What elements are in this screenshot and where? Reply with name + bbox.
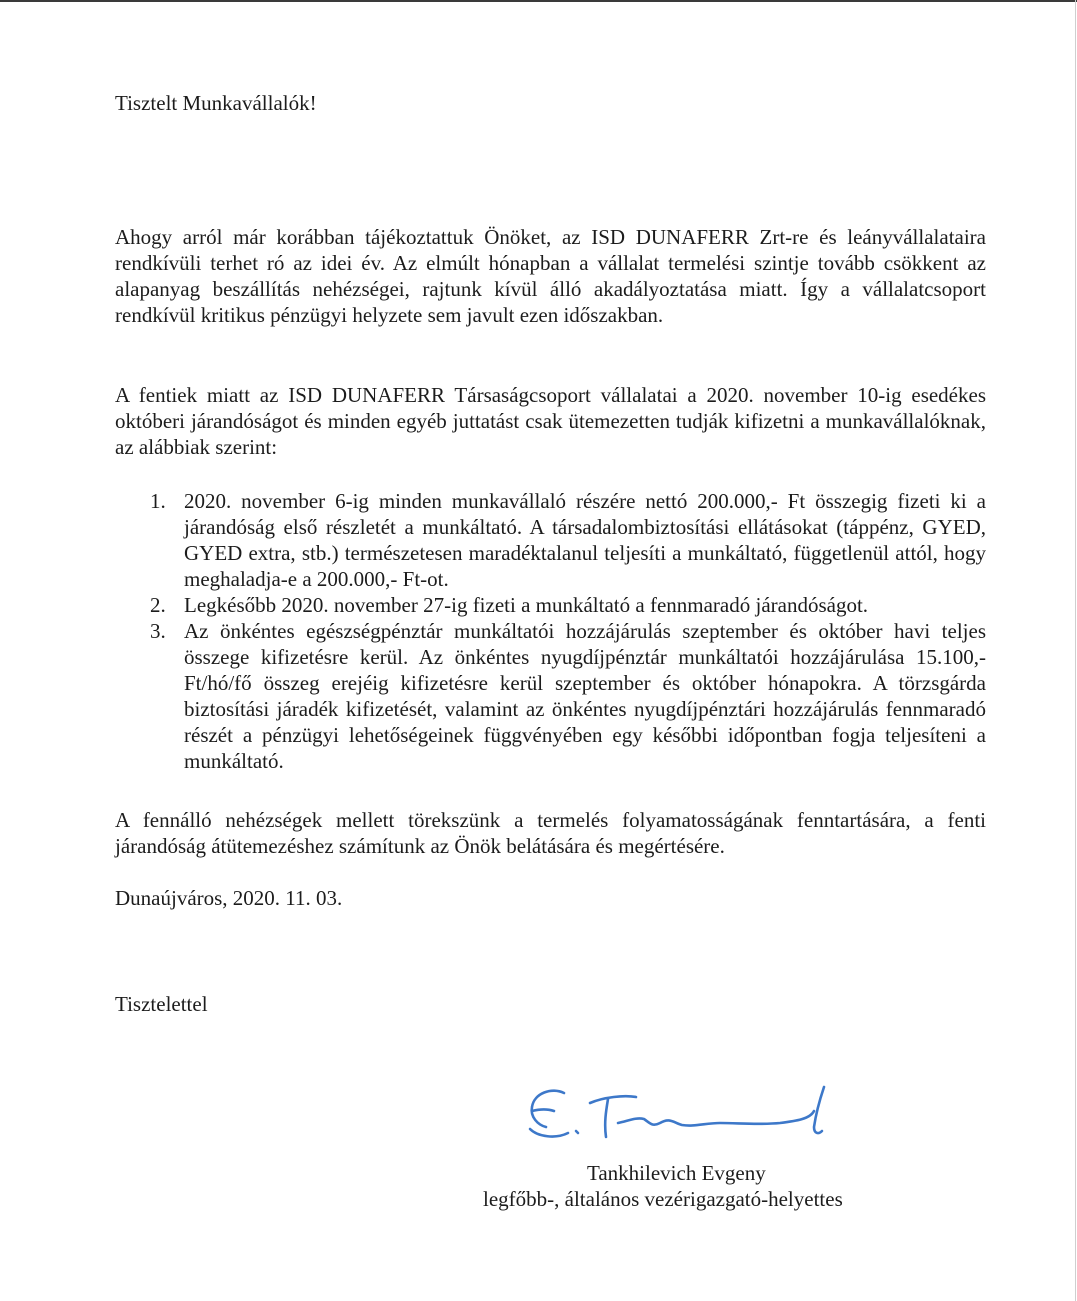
top-border [0,0,1077,2]
handwritten-signature [524,1083,834,1147]
list-item-text: 2020. november 6-ig minden munkavállaló részére nettó 200.000,- Ft összegig fizeti ki a járandóság első részletét a munkáltató. A társadalombiztosítási ellátásokat (táppénz, GYED, GYED extra, stb.) természetesen maradéktalanul teljesíti a munkáltató, függetlenül attól, hogy meghaladja-e a 200.000,- Ft-ot. [184,489,986,591]
list-item [115,618,986,774]
list-item-text: Legkésőbb 2020. november 27-ig fizeti a munkáltató a fennmaradó járandóságot. [184,593,869,617]
signer-title: legfőbb-, általános vezérigazgató-helyettes [483,1187,843,1211]
list-item-text: Az önkéntes egészségpénztár munkáltatói hozzájárulás szeptember és október havi teljes összege kifizetésre kerül. Az önkéntes nyugdíjpénztár munkáltatói hozzájárulása 15.100,- Ft/hó/fő összeg erejéig kifizetésre kerül szeptember és október hónapokra. A törzsgárda biztosítási járadék kifizetését, valamint az önkéntes nyugdíjpénztári hozzájárulás fennmaradó részét a pénzügyi lehetőségeinek függvényében egy későbbi időpontban fogja teljesíteni a munkáltató. [184,619,986,773]
right-page-edge [1075,0,1076,1301]
list-item [115,488,986,592]
salutation: Tisztelt Munkavállalók! [115,91,317,115]
dateline: Dunaújváros, 2020. 11. 03. [115,886,343,910]
paragraph-payment-schedule: A fentiek miatt az ISD DUNAFERR Társaságcsoport vállalatai a 2020. november 10-ig esedékes októberi járandóságot és minden egyéb juttatást csak ütemezetten tudják kifizetni a munkavállalóknak, az alábbiak szerint: [115,383,986,459]
signer-name: Tankhilevich Evgeny [587,1161,766,1185]
paragraph-closing-remarks: A fennálló nehézségek mellett törekszünk a termelés folyamatosságának fenntartására, a fenti járandóság átütemezéshez számítunk az Önök belátására és megértésére. [115,808,986,858]
list-item [115,592,986,618]
closing-greeting: Tisztelettel [115,992,208,1016]
list-number: 1. [150,489,166,513]
list-number: 3. [150,619,166,643]
list-number: 2. [150,593,166,617]
paragraph-situation: Ahogy arról már korábban tájékoztattuk Önöket, az ISD DUNAFERR Zrt-re és leányvállalataira rendkívüli terhet ró az idei év. Az elmúlt hónapban a vállalat termelési szintje tovább csökkent az alapanyag beszállítás nehézségei, rajtunk kívül álló akadályoztatása miatt. Így a vállalatcsoport rendkívül kritikus pénzügyi helyzete sem javult ezen időszakban. [115,225,986,327]
payment-steps-list [115,488,986,774]
